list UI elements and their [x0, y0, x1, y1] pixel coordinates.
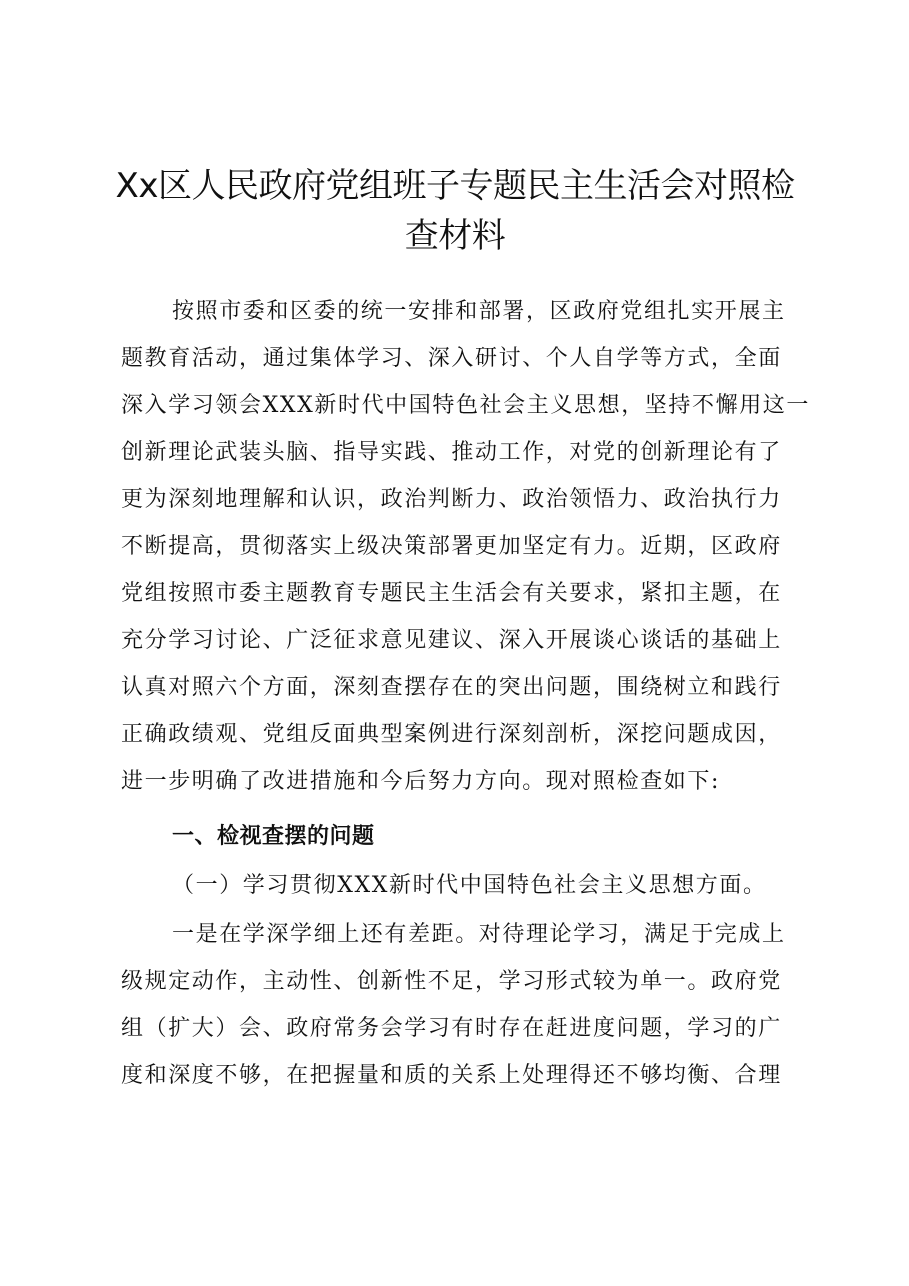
paragraph-line: 按照市委和区委的统一安排和部署，区政府党组扎实开展主 [172, 299, 786, 324]
subsection-heading: （一）学习贯彻XXX新时代中国特色社会主义思想方面。 [172, 873, 767, 898]
paragraph-line: 组（扩大）会、政府常务会学习有时存在赶进度问题，学习的广 [121, 1016, 782, 1041]
document-title-line-2: 查材料 [404, 216, 506, 256]
paragraph-line: 度和深度不够，在把握量和质的关系上处理得还不够均衡、合理 [121, 1063, 782, 1088]
paragraph-line: 党组按照市委主题教育专题民主生活会有关要求，紧扣主题，在 [121, 581, 782, 606]
paragraph-line: 进一步明确了改进措施和今后努力方向。现对照检查如下: [121, 769, 721, 794]
section-heading: 一、检视查摆的问题 [172, 824, 375, 849]
paragraph-line: 级规定动作，主动性、创新性不足，学习形式较为单一。政府党 [121, 969, 782, 994]
paragraph-line: 认真对照六个方面，深刻查摆存在的突出问题，围绕树立和践行 [121, 675, 782, 700]
document-title-line-1: Xx区人民政府党组班子专题民主生活会对照检 [115, 166, 795, 206]
paragraph-line: 深入学习领会XXX新时代中国特色社会主义思想，坚持不懈用这一 [121, 393, 810, 418]
paragraph-line: 更为深刻地理解和认识，政治判断力、政治领悟力、政治执行力 [121, 487, 782, 512]
paragraph-line: 正确政绩观、党组反面典型案例进行深刻剖析，深挖问题成因， [121, 722, 782, 747]
paragraph-line: 创新理论武装头脑、指导实践、推动工作，对党的创新理论有了 [121, 440, 782, 465]
paragraph-line: 充分学习讨论、广泛征求意见建议、深入开展谈心谈话的基础上 [121, 628, 782, 653]
paragraph-line: 题教育活动，通过集体学习、深入研讨、个人自学等方式，全面 [121, 346, 782, 371]
paragraph-line: 一是在学深学细上还有差距。对待理论学习，满足于完成上 [172, 922, 786, 947]
paragraph-line: 不断提高，贯彻落实上级决策部署更加坚定有力。近期，区政府 [121, 534, 782, 559]
